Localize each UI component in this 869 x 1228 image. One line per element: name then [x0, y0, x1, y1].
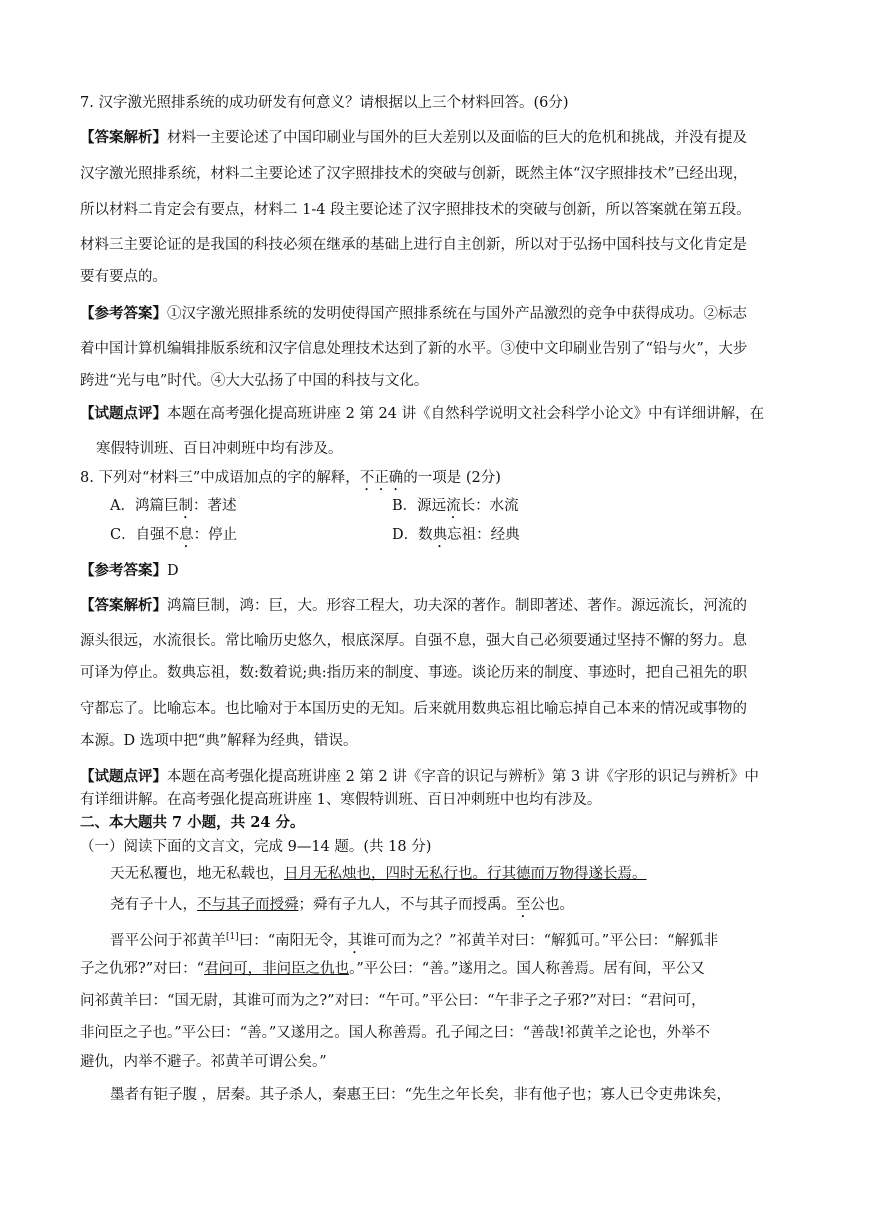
passage-paragraph-3-line-2 — [80, 960, 705, 978]
q8-answer — [80, 562, 179, 580]
q7-analysis-tag: 【答案解析】 — [80, 129, 167, 146]
q8-option-a-gloss: ：著述 — [192, 498, 237, 514]
q7-answer-tag: 【参考答案】 — [80, 305, 167, 322]
q8-answer-tag: 【参考答案】 — [80, 562, 167, 579]
section-subheading: （一）阅读下面的文言文，完成 9—14 题。(共 18 分) — [80, 839, 432, 855]
q8-option-b-text: B．源远 — [392, 498, 447, 514]
q8-comment-line-1 — [80, 768, 759, 786]
q8-option-a-dotted: 制 — [178, 498, 193, 514]
q8-analysis-line-1 — [80, 597, 747, 615]
q7-analysis-text: 材料一主要论述了中国印刷业与国外的巨大差别以及面临的巨大的危机和挑战，并没有提及 — [167, 130, 747, 146]
q8-analysis-line-3: 可译为停止。数典忘祖，数:数着说;典:指历来的制度、事迹。谈论历来的制度、事迹时，把自己祖先的职 — [80, 665, 748, 681]
q7-comment-line-1 — [80, 405, 764, 423]
q8-option-b — [392, 497, 519, 522]
q8-comment-text: 本题在高考强化提高班讲座 2 第 2 讲《字音的识记与辨析》第 3 讲《字形的识记与辨析》中 — [167, 769, 759, 785]
q8-option-d-text: D．数 — [392, 527, 433, 543]
q8-title-a: 8. 下列对“材料三”中成语加点的字的解释， — [80, 470, 360, 486]
q7-answer-line-2: 着中国计算机编辑排版系统和汉字信息处理技术达到了新的水平。③使中文印刷业告别了“铅与火”，大步 — [80, 341, 748, 357]
q8-option-b-gloss: 长：水流 — [460, 498, 519, 514]
q8-analysis-text: 鸿篇巨制，鸿：巨，大。形容工程大，功夫深的著作。制即著述、著作。源远流长，河流的 — [167, 598, 747, 614]
q7-analysis-line-1 — [80, 129, 747, 147]
passage-paragraph-3-line-4: 非问臣之子也。”平公曰：“善。”又遂用之。国人称善焉。孔子闻之曰：“善哉!祁黄羊之论也，外举不 — [80, 1025, 710, 1041]
passage-p3-text-a: 晋平公问于祁黄羊 — [110, 932, 226, 949]
q8-title-b: 的一项是 (2分) — [403, 470, 501, 486]
q7-answer-text: ①汉字激光照排系统的发明使得国产照排系统在与国外产品激烈的竞争中获得成功。②标志 — [167, 306, 747, 322]
q8-title-emphasis: 不正确 — [359, 470, 404, 486]
q7-answer-line-1 — [80, 305, 747, 323]
q7-answer-line-3: 跨进“光与电”时代。④大大弘扬了中国的科技与文化。 — [80, 373, 429, 389]
q7-comment-text: 本题在高考强化提高班讲座 2 第 24 讲《自然科学说明文社会科学小论文》中有详细讲解，在 — [167, 406, 765, 422]
passage-p3-l2-text-a: 子之仇邪?”对曰：“ — [80, 961, 205, 977]
q7-analysis-line-5: 要有要点的。 — [80, 269, 167, 285]
passage-paragraph-2 — [110, 896, 574, 921]
q7-title: 7. 汉字激光照排系统的成功研发有何意义？请根据以上三个材料回答。(6分) — [80, 95, 569, 111]
passage-p2-text-c: 公也。 — [530, 897, 574, 913]
passage-paragraph-4: 墨者有钜子腹 ，居秦。其子杀人，秦惠王曰：“先生之年长矣，非有他子也；寡人已令吏弗诛矣， — [110, 1087, 732, 1103]
q8-title — [80, 469, 501, 494]
passage-p3-text-c: 谁可而为之？”祁黄羊对曰：“解狐可。”平公曰：“解狐非 — [362, 932, 719, 949]
q8-comment-line-2: 有详细讲解。在高考强化提高班讲座 1、寒假特训班、百日冲刺班中也均有涉及。 — [80, 792, 602, 808]
q8-answer-value: D — [167, 563, 179, 579]
q8-analysis-line-5: 本源。D 选项中把“典”解释为经典，错误。 — [80, 733, 358, 749]
q8-option-a-text: A．鸿篇巨 — [110, 498, 179, 514]
q8-option-d-dotted: 典 — [432, 527, 448, 543]
footnote-marker: [1] — [226, 932, 239, 942]
q8-option-c-text: C．自强不 — [110, 527, 180, 543]
q8-comment-tag: 【试题点评】 — [80, 768, 167, 785]
passage-paragraph-3-line-3: 问祁黄羊曰：“国无尉，其谁可而为之?”对曰：“午可。”平公曰：“午非子之子邪?”对曰：“君问可， — [80, 993, 706, 1009]
q8-option-c — [110, 526, 237, 551]
passage-paragraph-3-line-5: 避仇，内举不避子。祁黄羊可谓公矣。” — [80, 1054, 327, 1070]
q7-analysis-line-4: 材料三主要论证的是我国的科技必须在继承的基础上进行自主创新，所以对于弘扬中国科技与文化肯定是 — [80, 237, 747, 253]
q8-analysis-tag: 【答案解析】 — [80, 597, 167, 614]
q8-option-b-dotted: 流 — [446, 498, 461, 514]
passage-p2-text-b: ；舜有子九人，不与其子而授禹。 — [298, 897, 516, 913]
passage-paragraph-1 — [110, 865, 647, 883]
passage-p2-dotted: 至 — [516, 897, 531, 913]
passage-p3-text-b: 曰：“南阳无令， — [238, 932, 348, 949]
q8-option-a — [110, 497, 236, 522]
q7-comment-line-2: 寒假特训班、百日冲刺班中均有涉及。 — [96, 441, 343, 457]
passage-p3-l2-text-b: 。”平公曰：“善。”遂用之。国人称善焉。居有间，平公又 — [349, 961, 705, 977]
passage-paragraph-3-line-1 — [110, 928, 718, 957]
section-heading: 二、本大题共 7 小题，共 24 分。 — [80, 814, 305, 831]
q8-option-d-gloss: 忘祖：经典 — [447, 527, 520, 543]
q7-analysis-line-3: 所以材料二肯定会有要点，材料二 1-4 段主要论述了汉字照排技术的突破与创新，所以答案就在第五段。 — [80, 202, 751, 218]
passage-p1-text: 天无私覆也，地无私载也， — [110, 866, 284, 882]
passage-p1-underlined: 日月无私烛也，四时无私行也。行其德而万物得遂长焉。 — [284, 866, 647, 882]
q8-option-c-gloss: ：停止 — [193, 527, 238, 543]
passage-p3-underlined: 君问可，非问臣之仇也 — [204, 961, 350, 977]
q7-comment-tag: 【试题点评】 — [80, 405, 167, 422]
q7-analysis-line-2: 汉字激光照排系统，材料二主要论述了汉字照排技术的突破与创新，既然主体“汉字照排技术”已经出现， — [80, 166, 748, 182]
q8-analysis-line-4: 守都忘了。比喻忘本。也比喻对于本国历史的无知。后来就用数典忘祖比喻忘掉自己本来的情况或事物的 — [80, 701, 747, 717]
q8-option-d — [392, 526, 520, 551]
q8-analysis-line-2: 源头很远，水流很长。常比喻历史悠久，根底深厚。自强不息，强大自己必须要通过坚持不懈的努力。息 — [80, 633, 747, 649]
passage-p2-text-a: 尧有子十人， — [110, 897, 197, 913]
passage-p2-underlined: 不与其子而授舜 — [197, 897, 299, 913]
passage-p3-dotted: 其 — [347, 932, 363, 949]
q8-option-c-dotted: 息 — [179, 527, 194, 543]
